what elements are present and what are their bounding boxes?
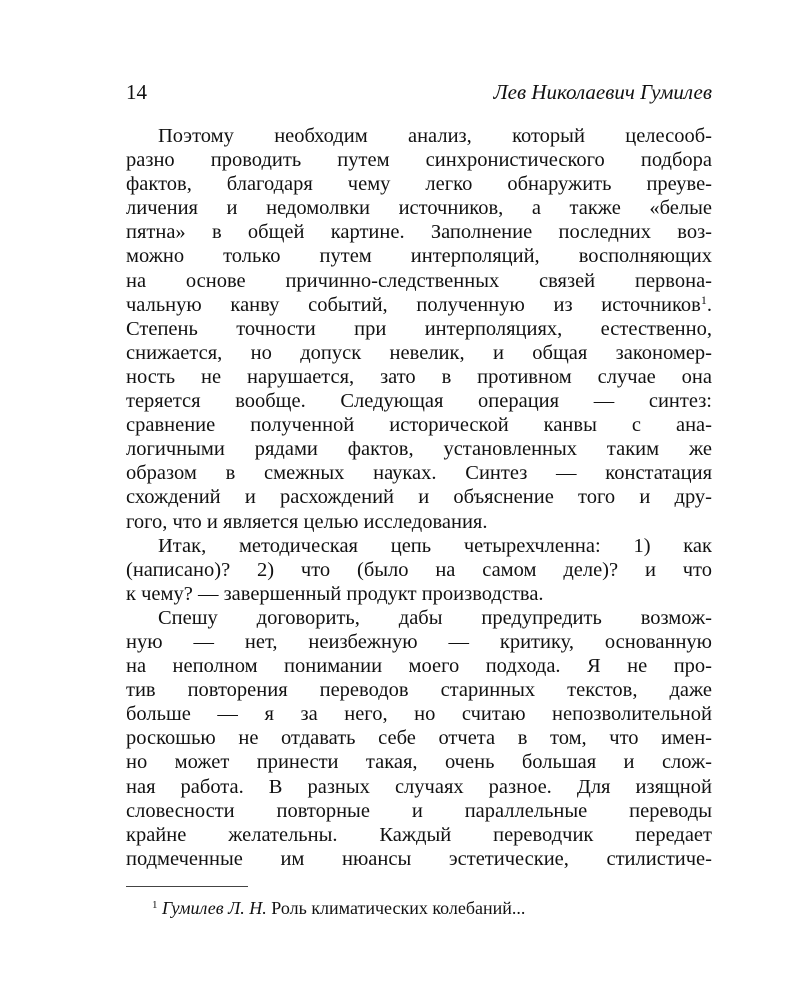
text-line: пятна» в общей картине. Заполнение последних воз- [126, 221, 712, 244]
footnote-reference: 1 [700, 292, 707, 307]
footnote-text: Роль климатических колебаний... [266, 898, 526, 918]
text-line: ность не нарушается, зато в противном случае она [126, 365, 712, 388]
text-line: (написано)? 2) что (было на самом деле)? и что [126, 558, 712, 581]
text-line: теряется вообще. Следующая операция — синтез: [126, 390, 712, 413]
text-line-with-footnote-ref [126, 293, 712, 317]
running-head-author: Лев Николаевич Гумилев [493, 80, 712, 104]
page-number: 14 [126, 80, 147, 104]
footnote-divider [126, 886, 248, 887]
text-line: снижается, но допуск невелик, и общая закономер- [126, 341, 712, 364]
footnote-author: Гумилев Л. Н. [162, 898, 267, 918]
footnote-marker: 1 [152, 899, 158, 911]
text-line: можно только путем интерполяций, восполняющих [126, 245, 712, 268]
text-line: гого, что и является целью исследования. [126, 510, 488, 533]
text-line: на неполном понимании моего подхода. Я не про- [126, 655, 712, 678]
text-line: но может принести такая, очень большая и слож- [126, 751, 712, 774]
text-line: разно проводить путем синхронистического подбора [126, 149, 712, 172]
running-head [126, 80, 712, 112]
text-line: сравнение полученной исторической канвы с ана- [126, 414, 712, 437]
line-end-punctuation: . [706, 293, 712, 316]
text-line: Поэтому необходим анализ, который целесооб- [158, 125, 712, 147]
text-line: личения и недомолвки источников, а также «белые [126, 197, 712, 220]
text-line: больше — я за него, но считаю непозволительной [126, 703, 712, 726]
body-text [126, 124, 712, 871]
text-line: к чему? — завершенный продукт производства. [126, 582, 544, 605]
text-line: подмеченные им нюансы эстетические, стилистиче- [126, 847, 712, 870]
text-line: логичными рядами фактов, установленных таким же [126, 438, 712, 461]
text-line: образом в смежных науках. Синтез — констатация [126, 462, 712, 485]
text-line: ная работа. В разных случаях разное. Для изящной [126, 775, 712, 798]
text-line: крайне желательны. Каждый переводчик передает [126, 823, 712, 846]
text-line: Степень точности при интерполяциях, естественно, [126, 317, 712, 340]
text-line: ную — нет, неизбежную — критику, основанную [126, 630, 712, 653]
text-line: тив повторения переводов старинных текстов, даже [126, 679, 712, 702]
text-line: словесности повторные и параллельные переводы [126, 799, 712, 822]
footnote [152, 896, 525, 920]
text-line: на основе причинно-следственных связей первона- [126, 269, 712, 292]
text-line: роскошью не отдавать себе отчета в том, что имен- [126, 727, 712, 750]
text-line: Спешу договорить, дабы предупредить возмож- [158, 606, 712, 629]
text-line: фактов, благодаря чему легко обнаружить преуве- [126, 173, 712, 196]
text-line: Итак, методическая цепь четырехчленна: 1) как [158, 534, 712, 557]
text-line-content: чальную канву событий, полученную из источников [126, 293, 701, 316]
text-line: схождений и расхождений и объяснение того и дру- [126, 486, 712, 509]
